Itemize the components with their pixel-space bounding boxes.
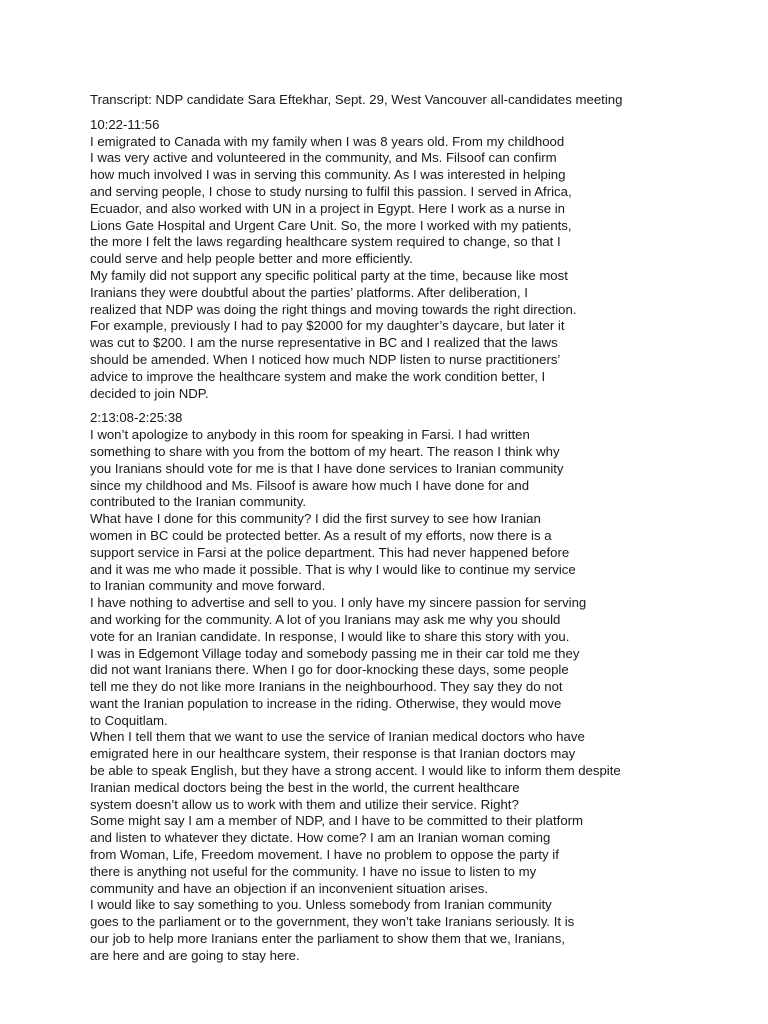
transcript-line: realized that NDP was doing the right things and moving towards the right direction.	[90, 301, 577, 317]
transcript-line: I won’t apologize to anybody in this room for speaking in Farsi. I had written	[90, 427, 530, 443]
transcript-line: women in BC could be protected better. As a result of my efforts, now there is a	[90, 527, 552, 543]
transcript-title: Transcript: NDP candidate Sara Eftekhar, Sept. 29, West Vancouver all-candidates meeting	[90, 92, 623, 107]
transcript-line: to Iranian community and move forward.	[90, 578, 326, 594]
transcript-line: emigrated here in our healthcare system, their response is that Iranian doctors may	[90, 746, 576, 762]
section-timestamp: 2:13:08-2:25:38	[90, 410, 183, 426]
transcript-line: the more I felt the laws regarding healthcare system required to change, so that I	[90, 234, 561, 250]
transcript-line: I was very active and volunteered in the community, and Ms. Filsoof can confirm	[90, 150, 557, 166]
transcript-line: should be amended. When I noticed how much NDP listen to nurse practitioners’	[90, 351, 561, 367]
transcript-line: Ecuador, and also worked with UN in a project in Egypt. Here I work as a nurse in	[90, 200, 565, 216]
transcript-line: from Woman, Life, Freedom movement. I have no problem to oppose the party if	[90, 847, 559, 863]
transcript-section	[90, 117, 728, 403]
transcript-line: and it was me who made it possible. That is why I would like to continue my service	[90, 561, 576, 577]
transcript-line: vote for an Iranian candidate. In response, I would like to share this story with you.	[90, 628, 570, 644]
transcript-line: I emigrated to Canada with my family when I was 8 years old. From my childhood	[90, 133, 565, 149]
transcript-line: For example, previously I had to pay $2000 for my daughter’s daycare, but later it	[90, 318, 565, 334]
transcript-line: there is anything not useful for the community. I have no issue to listen to my	[90, 863, 537, 879]
transcript-line: support service in Farsi at the police department. This had never happened before	[90, 544, 570, 560]
transcript-line: Lions Gate Hospital and Urgent Care Unit. So, the more I worked with my patients,	[90, 217, 572, 233]
transcript-line: and working for the community. A lot of you Iranians may ask me why you should	[90, 611, 561, 627]
transcript-line: Iranians they were doubtful about the parties’ platforms. After deliberation, I	[90, 284, 528, 300]
transcript-line: you Iranians should vote for me is that I have done services to Iranian community	[90, 460, 564, 476]
transcript-line: community and have an objection if an inconvenient situation arises.	[90, 880, 489, 896]
transcript-line: and listen to whatever they dictate. How come? I am an Iranian woman coming	[90, 830, 551, 846]
section-timestamp: 10:22-11:56	[90, 116, 160, 132]
transcript-line: I was in Edgemont Village today and somebody passing me in their car told me they	[90, 645, 580, 661]
transcript-line: advice to improve the healthcare system and make the work condition better, I	[90, 368, 546, 384]
transcript-line: could serve and help people better and more efficiently.	[90, 251, 413, 267]
transcript-line: something to share with you from the bottom of my heart. The reason I think why	[90, 443, 560, 459]
transcript-line: I would like to say something to you. Unless somebody from Iranian community	[90, 897, 552, 913]
transcript-line: contributed to the Iranian community.	[90, 494, 306, 510]
transcript-body	[90, 117, 728, 965]
transcript-line: When I tell them that we want to use the service of Iranian medical doctors who have	[90, 729, 585, 745]
transcript-line: What have I done for this community? I did the first survey to see how Iranian	[90, 511, 541, 527]
transcript-section	[90, 410, 728, 964]
transcript-line: want the Iranian population to increase in the riding. Otherwise, they would move	[90, 695, 562, 711]
transcript-line: to Coquitlam.	[90, 712, 168, 728]
transcript-line: our job to help more Iranians enter the parliament to show them that we, Iranians,	[90, 931, 566, 947]
transcript-line: how much involved I was in serving this community. As I was interested in helping	[90, 167, 566, 183]
transcript-line: Iranian medical doctors being the best in the world, the current healthcare	[90, 779, 520, 795]
transcript-line: My family did not support any specific political party at the time, because like most	[90, 267, 568, 283]
transcript-line: are here and are going to stay here.	[90, 947, 300, 963]
transcript-line: since my childhood and Ms. Filsoof is aware how much I have done for and	[90, 477, 530, 493]
transcript-line: was cut to $200. I am the nurse representative in BC and I realized that the laws	[90, 335, 558, 351]
transcript-line: goes to the parliament or to the government, they won’t take Iranians seriously. It is	[90, 914, 575, 930]
transcript-line: system doesn’t allow us to work with them and utilize their service. Right?	[90, 796, 519, 812]
transcript-line: tell me they do not like more Iranians in the neighbourhood. They say they do not	[90, 679, 563, 695]
transcript-line: be able to speak English, but they have a strong accent. I would like to inform them despite	[90, 763, 621, 779]
transcript-line: Some might say I am a member of NDP, and I have to be committed to their platform	[90, 813, 584, 829]
transcript-line: and serving people, I chose to study nursing to fulfil this passion. I served in Africa,	[90, 183, 572, 199]
transcript-line: decided to join NDP.	[90, 385, 209, 401]
transcript-line: did not want Iranians there. When I go for door-knocking these days, some people	[90, 662, 569, 678]
transcript-line: I have nothing to advertise and sell to you. I only have my sincere passion for serving	[90, 595, 587, 611]
